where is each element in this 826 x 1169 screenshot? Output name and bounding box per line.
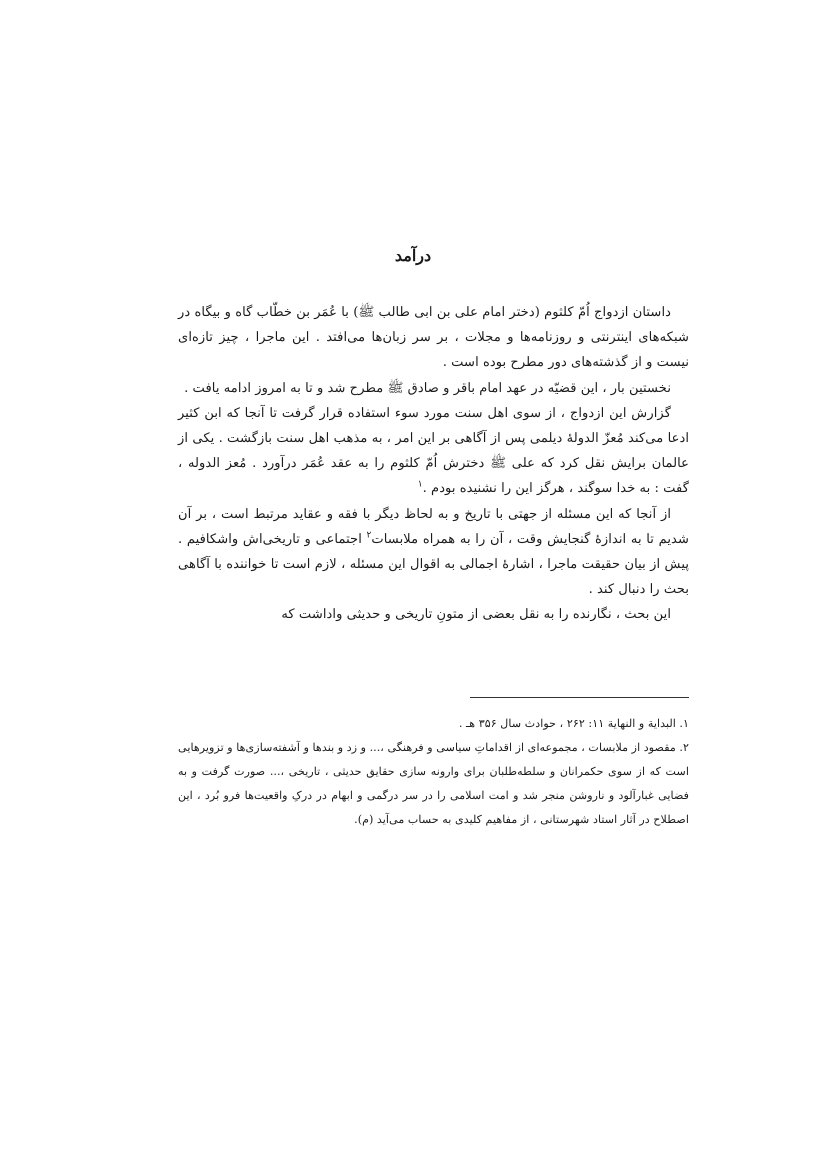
page-title: درآمد bbox=[394, 246, 432, 265]
footnotes bbox=[178, 712, 689, 832]
body-text bbox=[178, 300, 689, 628]
footnote-text: البدایة و النهایة ۱۱: ۲۶۲ ، حوادث سال ۳۵۶ هـ . bbox=[458, 717, 676, 730]
footnote-text: مقصود از ملابسات ، مجموعه‌ای از اقداماتِ سیاسی و فرهنگی ،... و زد و بندها و آشفته‌سازی‌ها و تزویرهایی است که از سوی حکمرانان و سلطه‌طلبان برای وارونه سازی حقایق حدیثی ، تاریخی ،... صورت گرفت و به فضایی غبارآلود و ناروشن منجر شد و امت اسلامی را در سر درگمی و ابهام در درکِ واقعیت‌ها فرو بُرد ، این اصطلاح در آثار استاد شهرستانی ، از مفاهیم کلیدی به حساب می‌آید (م). bbox=[178, 741, 689, 826]
paragraph-text: این بحث ، نگارنده را به نقل بعضی از متونِ تاریخی و حدیثی واداشت که bbox=[281, 607, 671, 623]
paragraph-text: نخستین بار ، این قضیّه در عهد امام باقر و صادق ﷺ مطرح شد و تا به امروز ادامه یافت . bbox=[184, 380, 671, 396]
footnote bbox=[178, 712, 689, 736]
paragraph-text: گزارش این ازدواج ، از سوی اهل سنت مورد سوء استفاده قرار گرفت تا آنجا که ابن کثیر ادعا می‌کند مُعزّ الدولهٔ دیلمی پس از آگاهی بر این امر ، به مذهب اهل سنت بازگشت . یکی از عالمان برایش نقل کرد که علی ﷺ دخترش اُمّ کلثوم را به عقد عُمَر درآورد . مُعز الدوله ، گفت : به خدا سوگند ، هرگز این را نشنیده بودم . bbox=[178, 405, 689, 497]
footnote-ref[interactable]: ۲ bbox=[366, 530, 372, 541]
footnote-divider bbox=[470, 697, 689, 698]
paragraph-text: از آنجا که این مسئله از جهتی با تاریخ و به لحاظ دیگر با فقه و عقاید مرتبط است ، بر آن شدیم تا به اندازهٔ گنجایش وقت ، آن را به همراه ملابسات bbox=[178, 506, 690, 547]
footnote-number: ۱. bbox=[679, 717, 689, 730]
paragraph bbox=[178, 502, 689, 603]
paragraph bbox=[178, 300, 689, 376]
footnote-ref[interactable]: ۱ bbox=[417, 480, 423, 491]
paragraph-text: اجتماعی و تاریخی‌اش واشکافیم . پیش از بیان حقیقت ماجرا ، اشارهٔ اجمالی به اقوال این مسئله ، لازم است تا خواننده با آگاهی بحث را دنبال کند . bbox=[178, 531, 689, 598]
paragraph-text: داستان ازدواج اُمّ کلثوم (دختر امام علی بن ابی طالب ﷺ) با عُمَر بن خطّاب گاه و بیگاه در شبکه‌های اینترنتی و روزنامه‌ها و مجلات ، بر سر زبان‌ها می‌افتد . این ماجرا ، چیز تازه‌ای نیست و از گذشته‌های دور مطرح بوده است . bbox=[178, 305, 689, 371]
footnote-number: ۲. bbox=[679, 741, 689, 754]
paragraph bbox=[178, 401, 689, 502]
paragraph bbox=[178, 376, 689, 401]
paragraph bbox=[178, 602, 689, 627]
footnote bbox=[178, 736, 689, 832]
